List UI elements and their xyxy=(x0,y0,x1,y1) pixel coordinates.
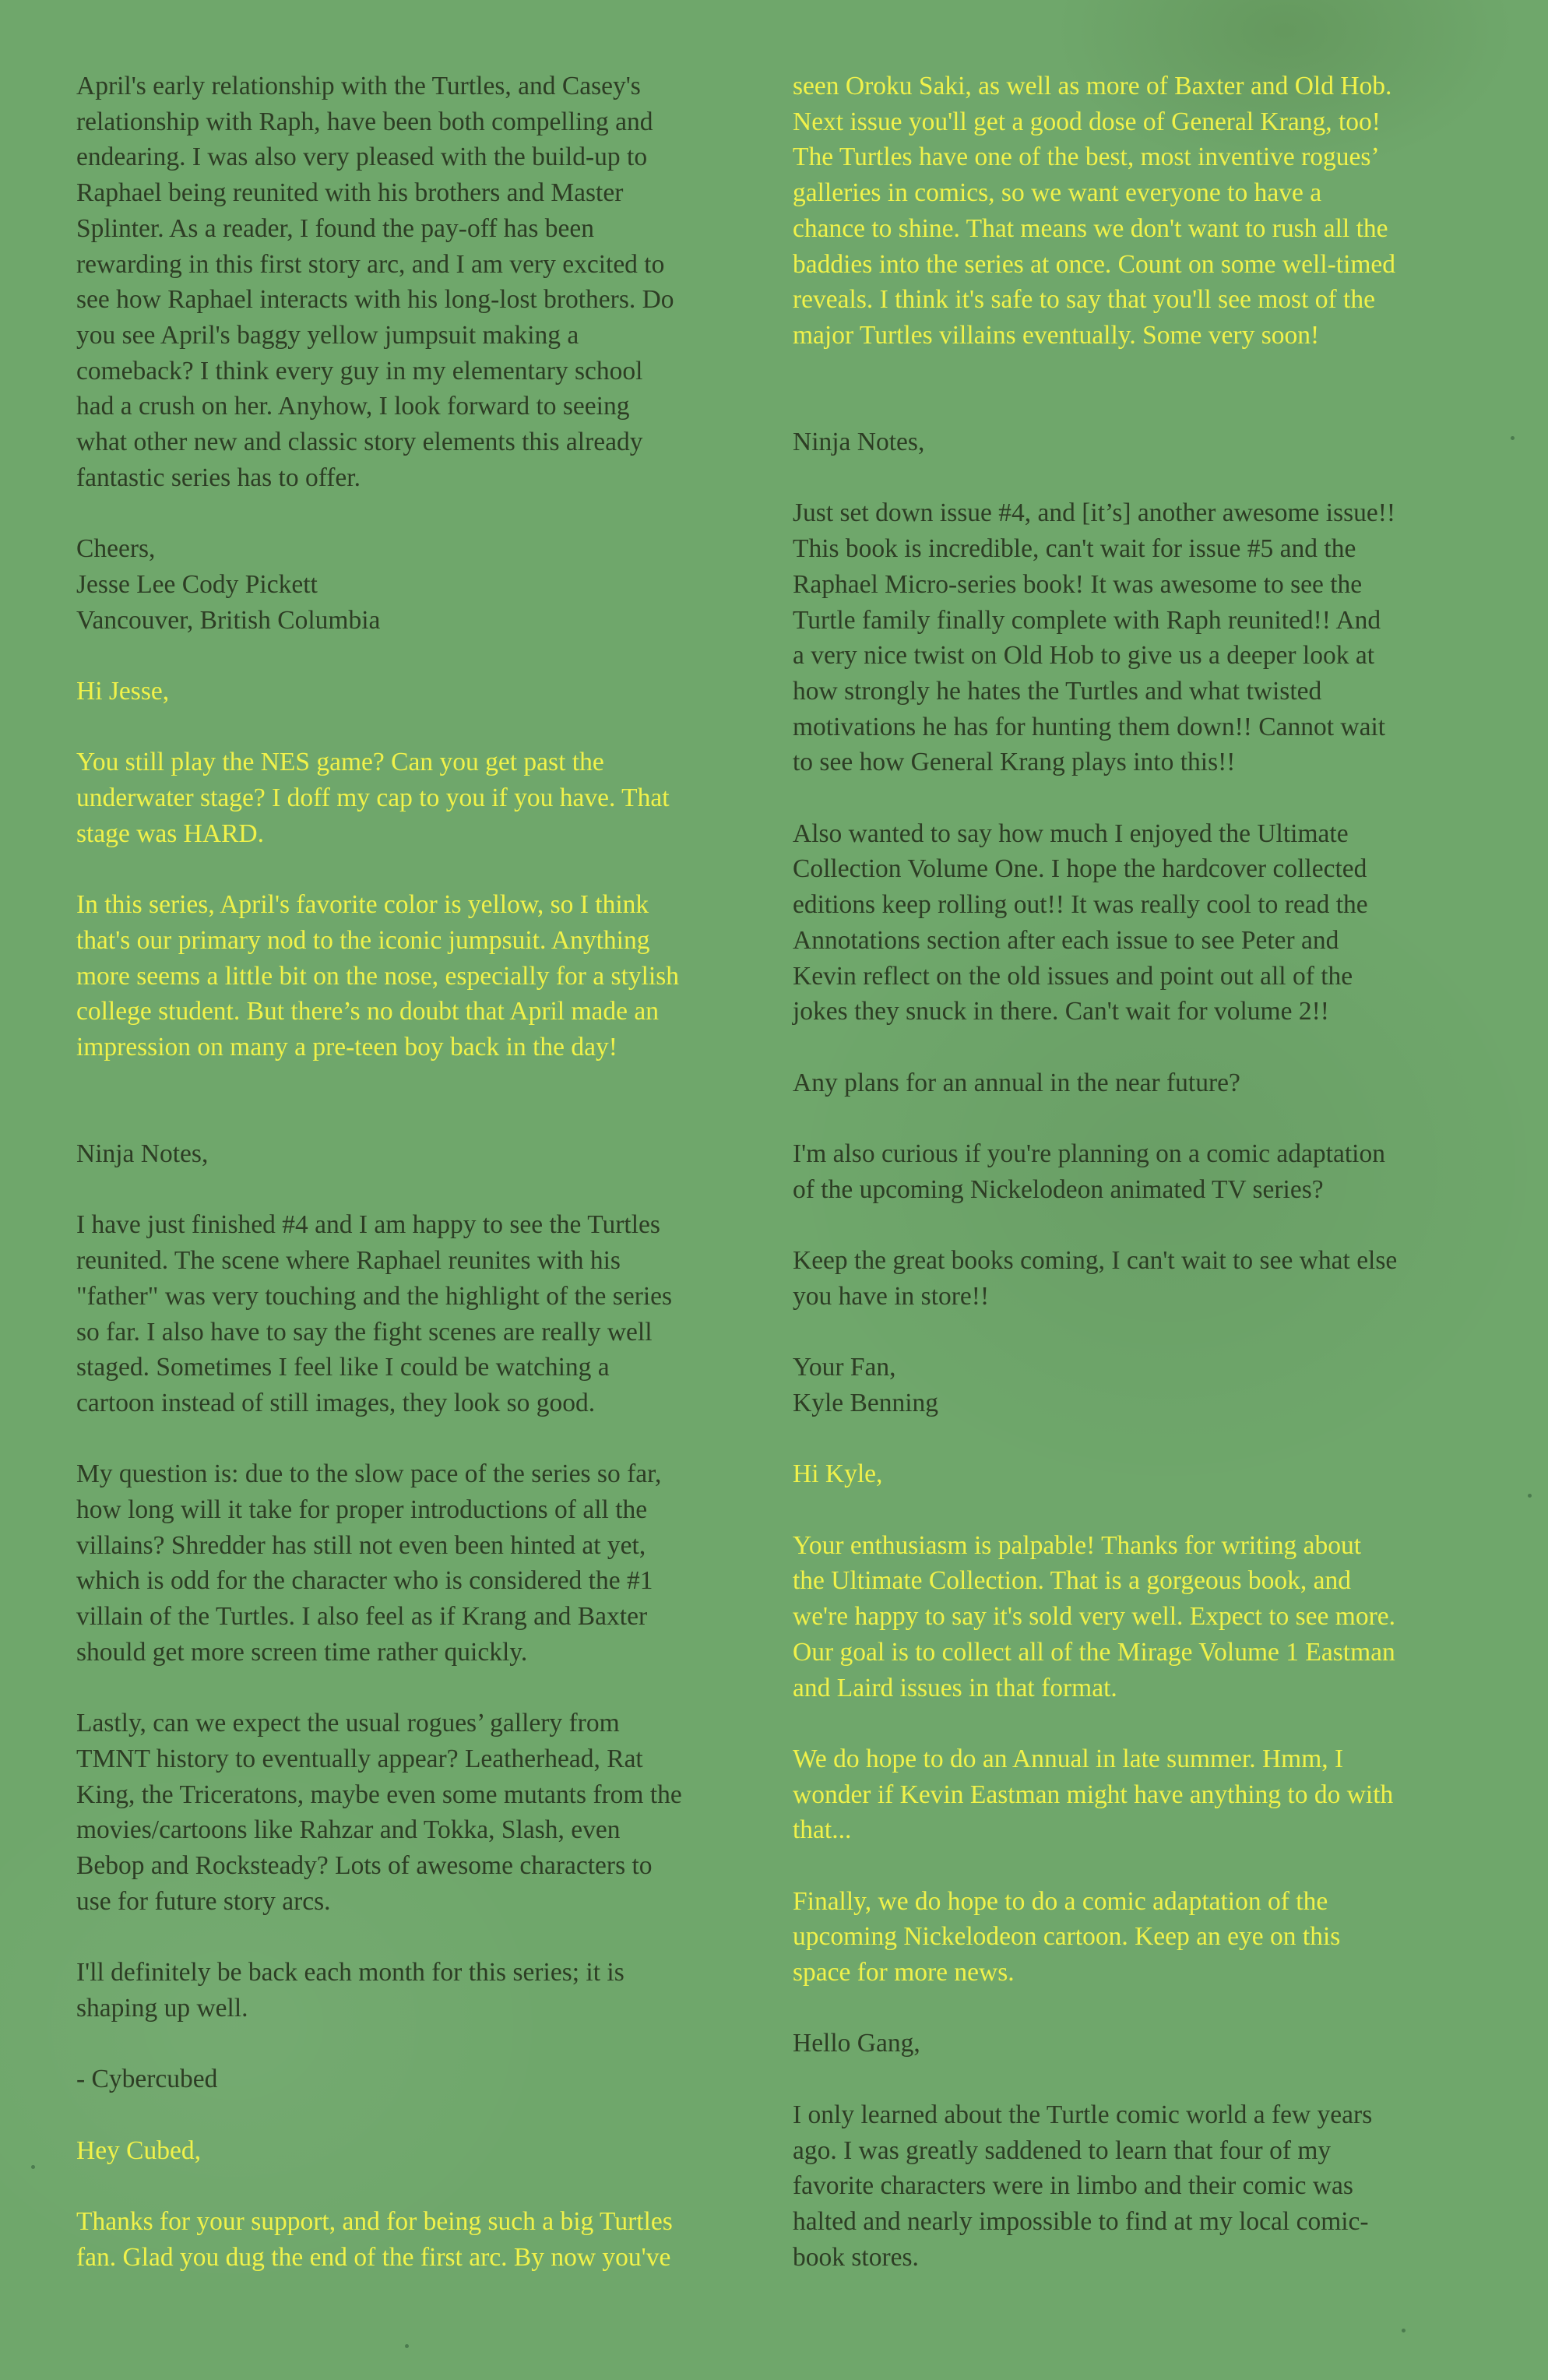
left-column xyxy=(76,69,762,2275)
letter-signature: Cheers, Jesse Lee Cody Pickett Vancouver, British Columbia xyxy=(76,534,381,635)
reply-greeting: Hi Jesse, xyxy=(76,676,170,706)
letter-paragraph: I only learned about the Turtle comic world a few years ago. I was greatly saddened to learn that four of my favorite characters were in limbo and their comic was halted and nearly impossible to find at my local comic- book stores. xyxy=(793,2100,1373,2272)
right-column xyxy=(793,69,1478,2275)
paper-speck xyxy=(1528,1494,1532,1498)
reply-greeting: Hi Kyle, xyxy=(793,1459,883,1489)
letter-signature: Your Fan, Kyle Benning xyxy=(793,1353,939,1417)
letter-signature: - Cybercubed xyxy=(76,2065,218,2094)
letter-greeting: Hello Gang, xyxy=(793,2029,920,2058)
letter-paragraph: Lastly, can we expect the usual rogues’ gallery from TMNT history to eventually appear? Leatherhead, Rat King, the Triceratons, maybe even some mutants from the movies/cartoons like Rahzar and Tokka, Slash, even Bebop and Rocksteady? Lots of awesome characters to use for future story arcs. xyxy=(76,1709,682,1916)
letter-paragraph: My question is: due to the slow pace of the series so far, how long will it take for proper introductions of all the villains? Shredder has still not even been hinted at yet, which is odd for the character who is considered the #1 villain of the Turtles. I also feel as if Krang and Baxter should get more screen time rather quickly. xyxy=(76,1459,662,1667)
reply-paragraph: seen Oroku Saki, as well as more of Baxter and Old Hob. Next issue you'll get a good dose of General Krang, too! The Turtles have one of the best, most inventive rogues’ galleries in comics, so we want everyone to have a chance to shine. That means we don't want to rush all the baddies into the series at once. Count on some well-timed reveals. I think it's safe to say that you'll see most of the major Turtles villains eventually. Some very soon! xyxy=(793,72,1396,350)
letter-paragraph: Just set down issue #4, and [it’s] another awesome issue!! This book is incredible, can't wait for issue #5 and the Raphael Micro-series book! It was awesome to see the Turtle family finally complete with Raph reunited!! And a very nice twist on Old Hob to give us a deeper look at how strongly he hates the Turtles and what twisted motivations he has for hunting them down!! Cannot wait to see how General Krang plays into this!! xyxy=(793,498,1396,777)
letter-paragraph: I'll definitely be back each month for this series; it is shaping up well. xyxy=(76,1958,624,2023)
letter-paragraph: I'm also curious if you're planning on a comic adaptation of the upcoming Nickelodeon animated TV series? xyxy=(793,1139,1385,1204)
paper-speck xyxy=(31,2165,35,2169)
paper-speck xyxy=(405,2344,409,2348)
reply-paragraph: In this series, April's favorite color is yellow, so I think that's our primary nod to the iconic jumpsuit. Anything more seems a little bit on the nose, especially for a stylish college student. But there’s no doubt that April made an impression on many a pre-teen boy back in the day! xyxy=(76,890,680,1061)
letter-paragraph: Also wanted to say how much I enjoyed the Ultimate Collection Volume One. I hope the hardcover collected editions keep rolling out!! It was really cool to read the Annotations section after each issue to see Peter and Kevin reflect on the old issues and point out all of the jokes they snuck in there. Can't wait for volume 2!! xyxy=(793,819,1368,1026)
letter-paragraph: I have just finished #4 and I am happy to see the Turtles reunited. The scene where Raphael reunites with his "father" was very touching and the highlight of the series so far. I also have to say the fight scenes are really well staged. Sometimes I feel like I could be watching a cartoon instead of still images, they look so good. xyxy=(76,1210,673,1417)
letter-paragraph: Keep the great books coming, I can't wait to see what else you have in store!! xyxy=(793,1246,1398,1311)
reply-paragraph: Finally, we do hope to do a comic adaptation of the upcoming Nickelodeon cartoon. Keep an eye on this space for more news. xyxy=(793,1886,1341,1987)
reply-paragraph: Thanks for your support, and for being such a big Turtles fan. Glad you dug the end of the first arc. By now you've xyxy=(76,2207,673,2272)
reply-paragraph: You still play the NES game? Can you get past the underwater stage? I doff my cap to you if you have. That stage was HARD. xyxy=(76,748,670,848)
reply-greeting: Hey Cubed, xyxy=(76,2135,202,2165)
reply-paragraph: Your enthusiasm is palpable! Thanks for writing about the Ultimate Collection. That is a gorgeous book, and we're happy to say it's sold very well. Expect to see more. Our goal is to collect all of the Mirage Volume 1 Eastman and Laird issues in that format. xyxy=(793,1530,1395,1702)
paper-speck xyxy=(1402,2329,1406,2332)
paper-speck xyxy=(1511,436,1515,440)
letter-greeting: Ninja Notes, xyxy=(793,428,925,457)
reply-paragraph: We do hope to do an Annual in late summer. Hmm, I wonder if Kevin Eastman might have anything to do with that... xyxy=(793,1744,1394,1845)
letter-greeting: Ninja Notes, xyxy=(76,1139,209,1169)
letter-paragraph: April's early relationship with the Turtles, and Casey's relationship with Raph, have been both compelling and endearing. I was also very pleased with the build-up to Raphael being reunited with his brothers and Master Splinter. As a reader, I found the pay-off has been rewarding in this first story arc, and I am very excited to see how Raphael interacts with his long-lost brothers. Do you see April's baggy yellow jumpsuit making a comeback? I think every guy in my elementary school had a crush on her. Anyhow, I look forward to seeing what other new and classic story elements this already fantastic series has to offer. xyxy=(76,72,674,492)
letter-paragraph: Any plans for an annual in the near future? xyxy=(793,1068,1240,1097)
